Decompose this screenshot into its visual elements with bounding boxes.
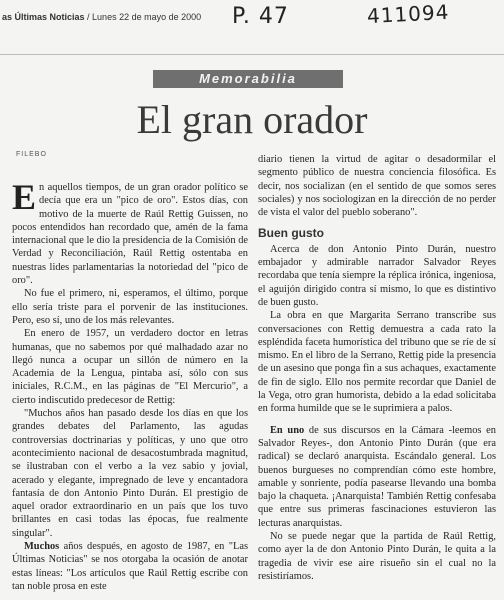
newspaper-name: as Últimas Noticias (2, 12, 85, 22)
paragraph-4: "Muchos años han pasado desde los días en que los grandes debates del Parlamento, las agudas controversias doctrinarias y políticas, y uno que otro acontecimiento nacional de desacostumbrada magnitud, se ilustraban con el verbo a la vez sabio y jovial, acerado y elegante, impregnado de leve y encantadora fantasía de don Antonio Pinto Durán. El prestigio de aquel orador extraordinario en un país que los tuvo brillantes en casi todas las épocas, fue realmente singular". (12, 408, 248, 539)
article-column-left (12, 177, 248, 593)
paragraph-9: No se puede negar que la partida de Raúl Rettig, como ayer la de don Antonio Pinto Durán, le quita a la tragedia de vivir ese aire risueño sin el cual no la resistiríamos. (258, 531, 496, 582)
drop-cap: E (12, 177, 37, 217)
article-column-right (258, 153, 496, 583)
lead-word: Muchos (24, 541, 60, 553)
paragraph-3: En enero de 1957, un verdadero doctor en letras humanas, que no sabemos por qué malhadado azar no llegó nunca a ocupar un sillón de número en la Academia de la Lengua, pintaba así, sólo con sus iniciales, R.C.M., en las páginas de "El Mercurio", a cierto indiscutido predecesor de Rettig: (12, 328, 248, 406)
paragraph-8: En uno de sus discursos en la Cámara -leemos en Salvador Reyes-, don Antonio Pinto Durán (que era radical) se declaró anarquista. Escándalo general. Los buenos burgueses no comprendían cómo este hombre, amable y sonriente, podía pasearse llevando una bomba bajo la chaqueta. ¡Anarquista! También Rettig confesaba que entre sus primeras fascinaciones estuvieron las lecturas anarquistas. (258, 424, 496, 529)
handwritten-page-number: P. 47 (232, 4, 289, 29)
section-banner: Memorabilia (153, 70, 343, 88)
handwritten-archive-code: 411094 (366, 0, 450, 29)
byline: FILEBO (16, 151, 47, 158)
page-header (0, 2, 504, 30)
lead-word-2: En uno (270, 424, 305, 436)
continuation-paragraph: diario tienen la virtud de agitar o desadormilar el segmento público de nuestra conciencia filosófica. Es decir, nos socializan (en el sentido de que somos seres sociales) y nos sociologizan en la dirección de no perder de vista el valor del pueblo soberano". (258, 154, 496, 219)
paragraph-2: No fue el primero, ni, esperamos, el último, porque ello sería triste para el porvenir de las instituciones. Pero, eso sí, uno de los más relevantes. (12, 288, 248, 326)
paragraph-5: Muchos años después, en agosto de 1987, en "Las Últimas Noticias" se nos otorgaba la ocasión de anotar estas líneas: "Los artículos que Raúl Rettig escribe con tan noble prosa en este (12, 541, 248, 592)
paragraph-1: En aquellos tiempos, de un gran orador político se decía que era un "pico de oro". Estos días, con motivo de la muerte de Raúl Rettig Guissen, no pocos entendidos han recordado que, amén de la fama internacional que le dio la presidencia de la Comisión de Verdad y Reconciliación, Raúl Rettig ostentaba en nuestras lides parlamentarias la notoriedad del "pico de oro". (12, 177, 248, 287)
header-divider (0, 54, 504, 55)
subheading: Buen gusto (258, 226, 324, 241)
article-title: El gran orador (136, 97, 368, 142)
issue-date: / Lunes 22 de mayo de 2000 (84, 12, 202, 22)
masthead (2, 12, 201, 22)
paragraph-7: La obra en que Margarita Serrano transcribe sus conversaciones con Rettig demuestra a cada rato la espléndida faceta humorística del tribuno que se ríe de sí mismo. En el libro de la Serrano, Rettig pide la presencia de un asesino que ponga fin a sus achaques, exactamente de fin de siglo. Ello nos permite recordar que Daniel de la Vega, otro gran humorista, debido a la edad solicitaba en forma humilde que se le suprimiera a palos. (258, 310, 496, 415)
paragraph-6: Acerca de don Antonio Pinto Durán, nuestro embajador y admirable narrador Salvador Reyes recordaba que tenía siempre la réplica irónica, ingeniosa, el aguijón dirigido contra sí mismo, lo que es distintivo de buen gusto. (258, 243, 496, 308)
